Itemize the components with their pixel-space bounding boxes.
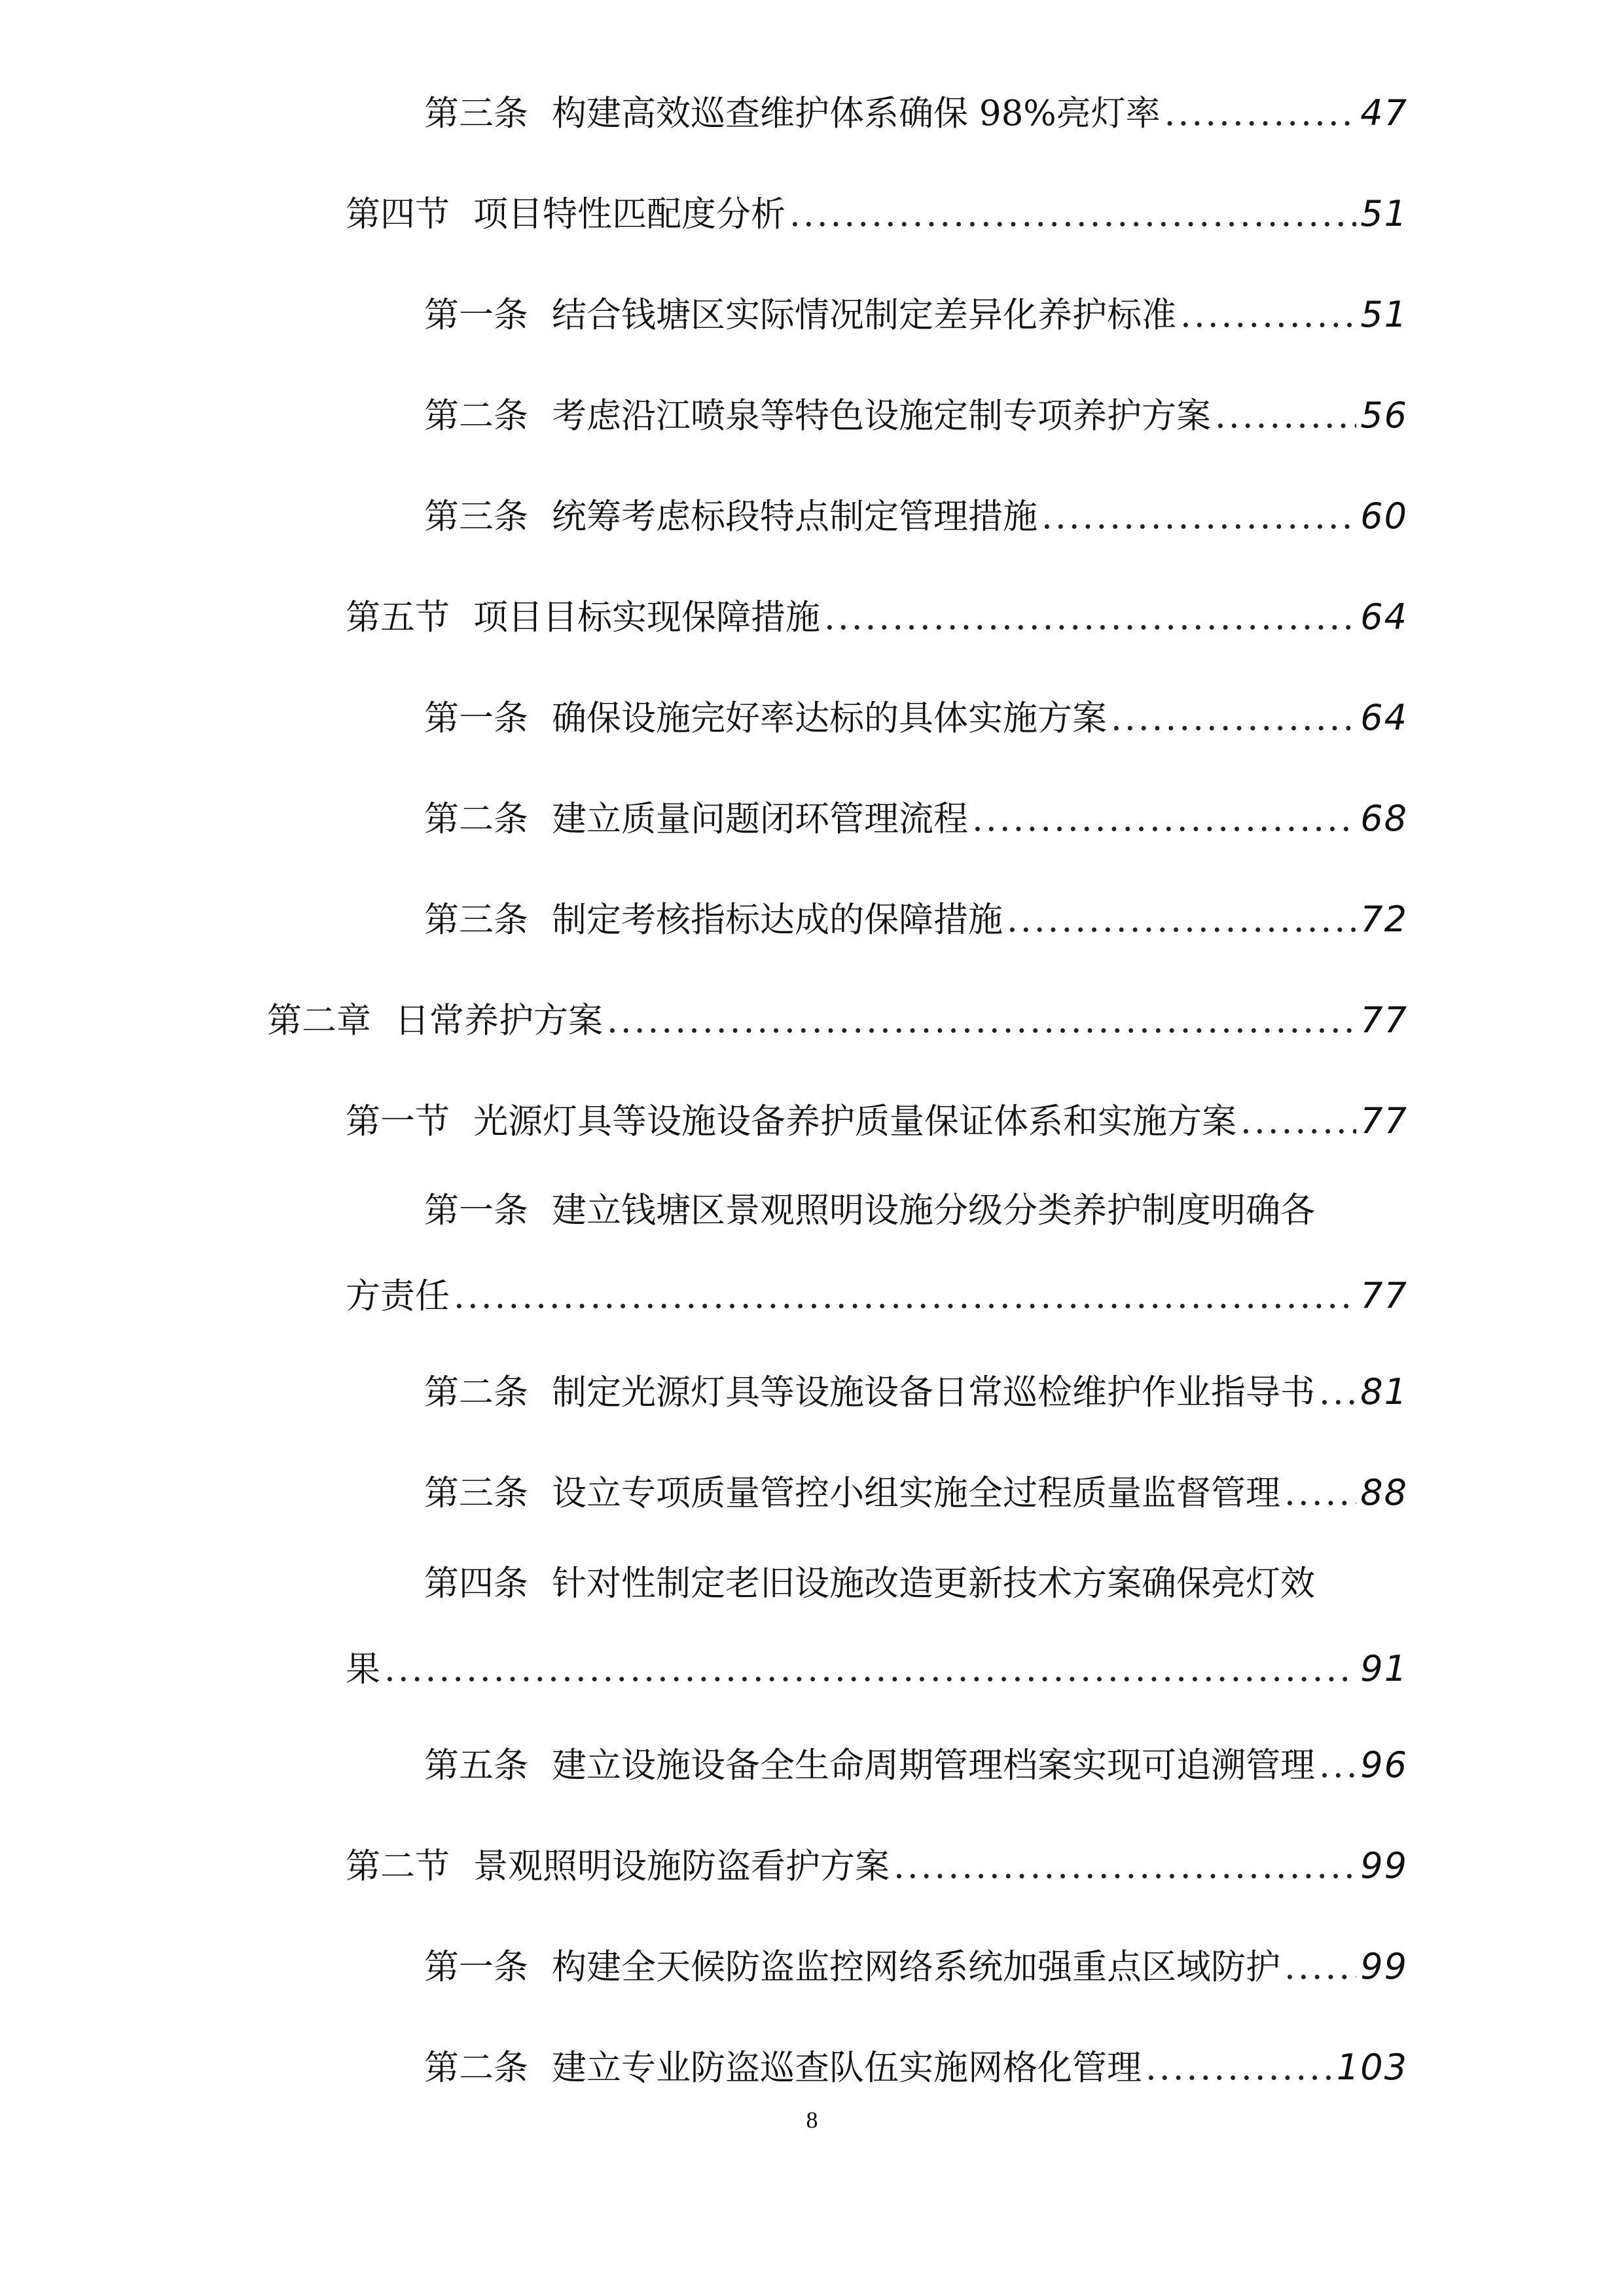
dot-leader	[454, 1274, 1356, 1319]
dot-leader	[1284, 1945, 1356, 1990]
toc-entry[interactable]	[346, 191, 1408, 237]
toc-page-number: 68	[1360, 798, 1408, 839]
dot-leader	[1007, 897, 1356, 943]
toc-page-number: 77	[1360, 999, 1408, 1041]
toc-entry-title: 第五条 建立设施设备全生命周期管理档案实现可追溯管理	[424, 1746, 1315, 1785]
dot-leader	[1146, 2045, 1333, 2091]
toc-entry-title[interactable]: 第四条 针对性制定老旧设施改造更新技术方案确保亮灯效	[424, 1564, 1315, 1604]
toc-page-number: 99	[1360, 1946, 1408, 1987]
toc-page-number: 88	[1360, 1472, 1408, 1513]
toc-entry[interactable]	[424, 796, 1408, 842]
toc-page-number: 77	[1360, 1275, 1408, 1316]
dot-leader	[1111, 696, 1356, 742]
toc-entry[interactable]	[346, 1098, 1408, 1144]
toc-entry[interactable]	[424, 1742, 1408, 1788]
toc-entry-title: 第三条 统筹考虑标段特点制定管理措施	[424, 497, 1038, 537]
dot-leader	[893, 1844, 1356, 1890]
dot-leader	[1164, 91, 1357, 137]
dot-leader	[1240, 1099, 1356, 1145]
toc-entry[interactable]	[424, 90, 1408, 136]
toc-page-number: 91	[1360, 1648, 1408, 1689]
dot-leader	[1319, 1743, 1356, 1789]
toc-entry[interactable]	[346, 1646, 1408, 1692]
toc-entry[interactable]	[424, 493, 1408, 539]
dot-leader	[1180, 293, 1356, 338]
toc-page-number: 77	[1360, 1100, 1408, 1141]
toc-page-number: 99	[1360, 1845, 1408, 1886]
toc-entry-title: 第一条 构建全天候防盗监控网络系统加强重点区域防护	[424, 1947, 1280, 1987]
toc-entry-title: 第二条 考虑沿江喷泉等特色设施定制专项养护方案	[424, 396, 1211, 436]
toc-entry-title: 第三条 设立专项质量管控小组实施全过程质量监督管理	[424, 1473, 1280, 1513]
toc-page-number: 51	[1360, 294, 1408, 335]
toc-page-number: 81	[1360, 1371, 1408, 1412]
toc-page-number: 96	[1360, 1744, 1408, 1785]
toc-entry[interactable]	[346, 1843, 1408, 1889]
toc-page-number: 64	[1360, 596, 1408, 637]
page-number: 8	[806, 2107, 818, 2133]
toc-entry-title: 第五节 项目目标实现保障措施	[346, 598, 820, 637]
toc-entry[interactable]	[424, 897, 1408, 942]
toc-page-number: 60	[1360, 495, 1408, 537]
toc-page-number: 64	[1360, 697, 1408, 738]
toc-entry-continuation: 果	[346, 1649, 380, 1689]
toc-entry-title: 第二章 日常养护方案	[267, 1001, 603, 1041]
dot-leader	[972, 797, 1356, 842]
dot-leader	[824, 595, 1356, 641]
toc-entry-title: 第二条 建立质量问题闭环管理流程	[424, 799, 968, 839]
toc-entry[interactable]	[424, 1369, 1408, 1415]
toc-entry-title: 第一条 结合钱塘区实际情况制定差异化养护标准	[424, 295, 1176, 335]
dot-leader	[384, 1647, 1356, 1693]
toc-page-number: 56	[1360, 395, 1408, 436]
toc-entry-title: 第三条 构建高效巡查维护体系确保 98%亮灯率	[424, 94, 1161, 134]
toc-entry[interactable]	[424, 292, 1408, 338]
toc-entry[interactable]	[346, 594, 1408, 640]
dot-leader	[1319, 1370, 1356, 1416]
toc-page-number: 47	[1360, 92, 1408, 134]
toc-entry-title: 第三条 制定考核指标达成的保障措施	[424, 900, 1003, 940]
toc-entry[interactable]	[424, 695, 1408, 741]
toc-entry-title: 第一节 光源灯具等设施设备养护质量保证体系和实施方案	[346, 1102, 1236, 1141]
dot-leader	[1284, 1471, 1356, 1516]
dot-leader	[1215, 393, 1356, 439]
dot-leader	[607, 998, 1356, 1044]
toc-entry-title: 第二条 建立专业防盗巡查队伍实施网格化管理	[424, 2048, 1142, 2088]
dot-leader	[1041, 494, 1356, 540]
toc-entry-title: 第四节 项目特性匹配度分析	[346, 194, 785, 234]
toc-entry-title: 第二条 制定光源灯具等设施设备日常巡检维护作业指导书	[424, 1372, 1315, 1412]
toc-entry[interactable]	[267, 997, 1408, 1043]
toc-entry-title: 第一条 确保设施完好率达标的具体实施方案	[424, 698, 1107, 738]
toc-entry-title: 第二节 景观照明设施防盗看护方案	[346, 1846, 890, 1886]
toc-entry[interactable]	[424, 1470, 1408, 1516]
toc-entry-title[interactable]: 第一条 建立钱塘区景观照明设施分级分类养护制度明确各	[424, 1191, 1315, 1230]
toc-page-number: 72	[1360, 899, 1408, 940]
toc-entry[interactable]	[424, 393, 1408, 439]
toc-entry[interactable]	[424, 2045, 1408, 2090]
toc-entry[interactable]	[424, 1944, 1408, 1990]
toc-page-number: 103	[1336, 2047, 1408, 2088]
toc-entry-continuation: 方责任	[346, 1276, 450, 1316]
toc-entry[interactable]	[346, 1273, 1408, 1319]
toc-page-number: 51	[1360, 193, 1408, 234]
dot-leader	[789, 192, 1356, 238]
